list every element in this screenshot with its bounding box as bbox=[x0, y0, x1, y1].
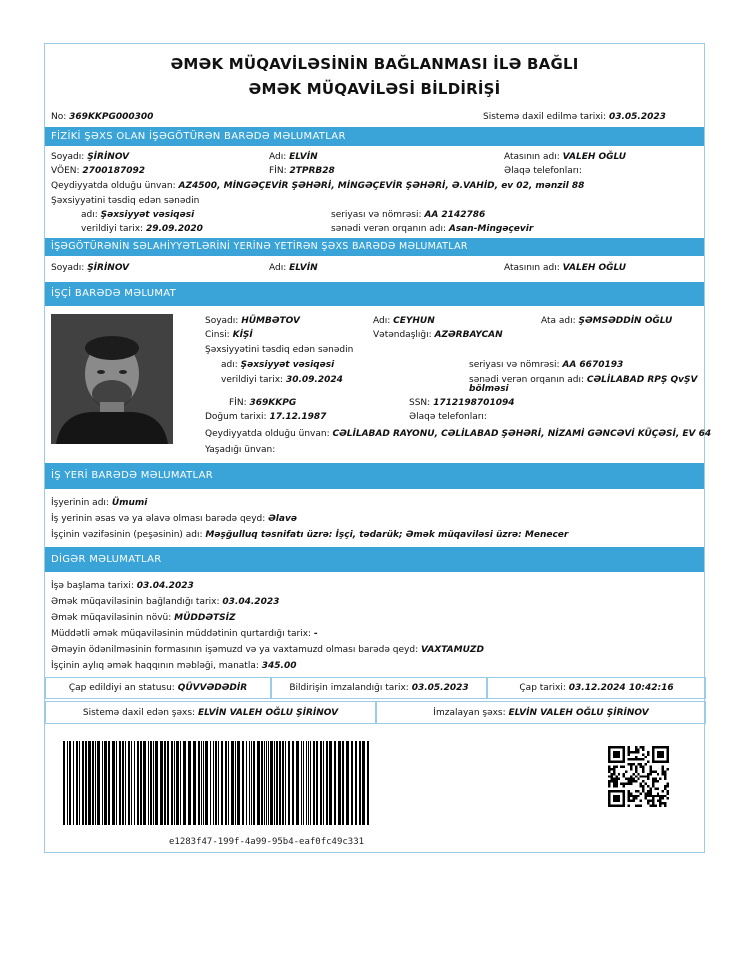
employee-gender: Cinsi: KİŞİ bbox=[205, 330, 253, 340]
print-status-box: Çap edildiyi an statusu: QÜVVƏDƏDİR bbox=[45, 677, 271, 699]
employee-phone: Əlaqə telefonları: bbox=[409, 412, 487, 422]
other-start-date: İşə başlama tarixi: 03.04.2023 bbox=[51, 581, 194, 591]
employer-name: Adı: ELVİN bbox=[269, 152, 318, 162]
rep-name: Adı: ELVİN bbox=[269, 263, 318, 273]
employee-photo bbox=[51, 314, 173, 444]
section-other: DİGƏR MƏLUMATLAR bbox=[45, 547, 704, 572]
notice-document bbox=[44, 43, 712, 853]
document-number: No: 369KKPG000300 bbox=[51, 112, 154, 122]
employee-citizenship: Vətəndaşlığı: AZƏRBAYCAN bbox=[373, 330, 503, 340]
section-workplace: İŞ YERİ BARƏDƏ MƏLUMATLAR bbox=[45, 463, 704, 489]
employer-surname: Soyadı: ŞİRİNOV bbox=[51, 152, 130, 162]
employer-phone: Əlaqə telefonları: bbox=[504, 166, 582, 176]
employee-doc-series: seriyası və nömrəsi: AA 6670193 bbox=[469, 360, 624, 370]
employer-doc-issued: verildiyi tarix: 29.09.2020 bbox=[81, 224, 203, 234]
employer-fin: FİN: 2TPRB28 bbox=[269, 166, 335, 176]
employee-doc-name: adı: Şəxsiyyət vəsiqəsi bbox=[221, 360, 335, 370]
other-contract-kind: Əmək müqaviləsinin növü: MÜDDƏTSİZ bbox=[51, 613, 236, 623]
employer-father: Atasının adı: VALEH OĞLU bbox=[504, 152, 627, 162]
document-title-line1: ƏMƏK MÜQAVİLƏSİNİN BAĞLANMASI İLƏ BAĞLI bbox=[170, 55, 579, 73]
employee-father: Ata adı: ŞƏMSƏDDİN OĞLU bbox=[541, 316, 673, 326]
qr-code bbox=[608, 746, 669, 807]
system-entry-date: Sistemə daxil edilmə tarixi: 03.05.2023 bbox=[483, 112, 666, 122]
barcode bbox=[63, 741, 371, 825]
rep-father: Atasının adı: VALEH OĞLU bbox=[504, 263, 627, 273]
other-end-date: Müddətli əmək müqaviləsinin müddətinin qurtardığı tarix: - bbox=[51, 629, 318, 639]
employer-id-doc-heading: Şəxsiyyətini təsdiq edən sənədin bbox=[51, 196, 200, 206]
print-date-box: Çap tarixi: 03.12.2024 10:42:16 bbox=[487, 677, 706, 699]
employee-id-doc-heading: Şəxsiyyətini təsdiq edən sənədin bbox=[205, 345, 354, 355]
section-employer: FİZİKİ ŞƏXS OLAN İŞƏGÖTÜRƏN BARƏDƏ MƏLUMATLAR bbox=[45, 127, 704, 146]
employee-doc-authority-line2: bölməsi bbox=[469, 384, 509, 394]
other-pay-form: Əməyin ödənilməsinin formasının işəmuzd və ya vaxtamuzd olması barədə qeyd: VAXTAMUZD bbox=[51, 645, 484, 655]
other-signed-date: Əmək müqaviləsinin bağlandığı tarix: 03.04.2023 bbox=[51, 597, 280, 607]
workplace-position: İşçinin vəzifəsinin (peşəsinin) adı: Məşğulluq təsnifatı üzrə: İşçi, tədarük; Əmək müqaviləsi üzrə: Menecer bbox=[51, 530, 569, 540]
signed-date-box: Bildirişin imzalandığı tarix: 03.05.2023 bbox=[271, 677, 487, 699]
signer-box: İmzalayan şəxs: ELVİN VALEH OĞLU ŞİRİNOV bbox=[376, 701, 706, 724]
employee-doc-authority: sənədi verən orqanın adı: CƏLİLABAD RPŞ QvŞV bbox=[469, 375, 698, 385]
employee-doc-issued: verildiyi tarix: 30.09.2024 bbox=[221, 375, 343, 385]
workplace-name: İşyerinin adı: Ümumi bbox=[51, 498, 148, 508]
employee-birth: Doğum tarixi: 17.12.1987 bbox=[205, 412, 327, 422]
employee-name: Adı: CEYHUN bbox=[373, 316, 435, 326]
section-representative: İŞƏGÖTÜRƏNİN SƏLAHİYYƏTLƏRİNİ YERİNƏ YETİRƏN ŞƏXS BARƏDƏ MƏLUMATLAR bbox=[45, 238, 704, 256]
rep-surname: Soyadı: ŞİRİNOV bbox=[51, 263, 130, 273]
entered-by-box: Sistemə daxil edən şəxs: ELVİN VALEH OĞLU ŞİRİNOV bbox=[45, 701, 376, 724]
document-title-line2: ƏMƏK MÜQAVİLƏSİ BİLDİRİŞİ bbox=[248, 80, 501, 98]
other-salary: İşçinin aylıq əmək haqqının məbləği, manatla: 345.00 bbox=[51, 661, 297, 671]
section-employee: İŞÇİ BARƏDƏ MƏLUMAT bbox=[45, 282, 704, 306]
employee-address: Qeydiyyatda olduğu ünvan: CƏLİLABAD RAYONU, CƏLİLABAD ŞƏHƏRİ, NİZAMİ GƏNCƏVİ KÜÇƏSİ, EV 64 bbox=[205, 429, 712, 439]
employer-doc-authority: sənədi verən orqanın adı: Asan-Mingəçevir bbox=[331, 224, 534, 234]
employee-ssn: SSN: 1712198701094 bbox=[409, 398, 515, 408]
employee-living-address: Yaşadığı ünvan: bbox=[205, 445, 276, 455]
employer-doc-series: seriyası və nömrəsi: AA 2142786 bbox=[331, 210, 486, 220]
employer-address: Qeydiyyatda olduğu ünvan: AZ4500, MİNGƏÇEVİR ŞƏHƏRİ, MİNGƏÇEVİR ŞƏHƏRİ, Ə.VAHİD, ev 02, mənzil 88 bbox=[51, 181, 585, 191]
employer-voen: VÖEN: 2700187092 bbox=[51, 166, 146, 176]
workplace-type: İş yerinin əsas və ya əlavə olması barədə qeyd: Əlavə bbox=[51, 514, 297, 524]
employee-fin: FİN: 369KKPG bbox=[229, 398, 297, 408]
document-guid: e1283f47-199f-4a99-95b4-eaf0fc49c331 bbox=[169, 837, 365, 847]
employee-surname: Soyadı: HÜMBƏTOV bbox=[205, 316, 300, 326]
employer-doc-name: adı: Şəxsiyyət vəsiqəsi bbox=[81, 210, 195, 220]
